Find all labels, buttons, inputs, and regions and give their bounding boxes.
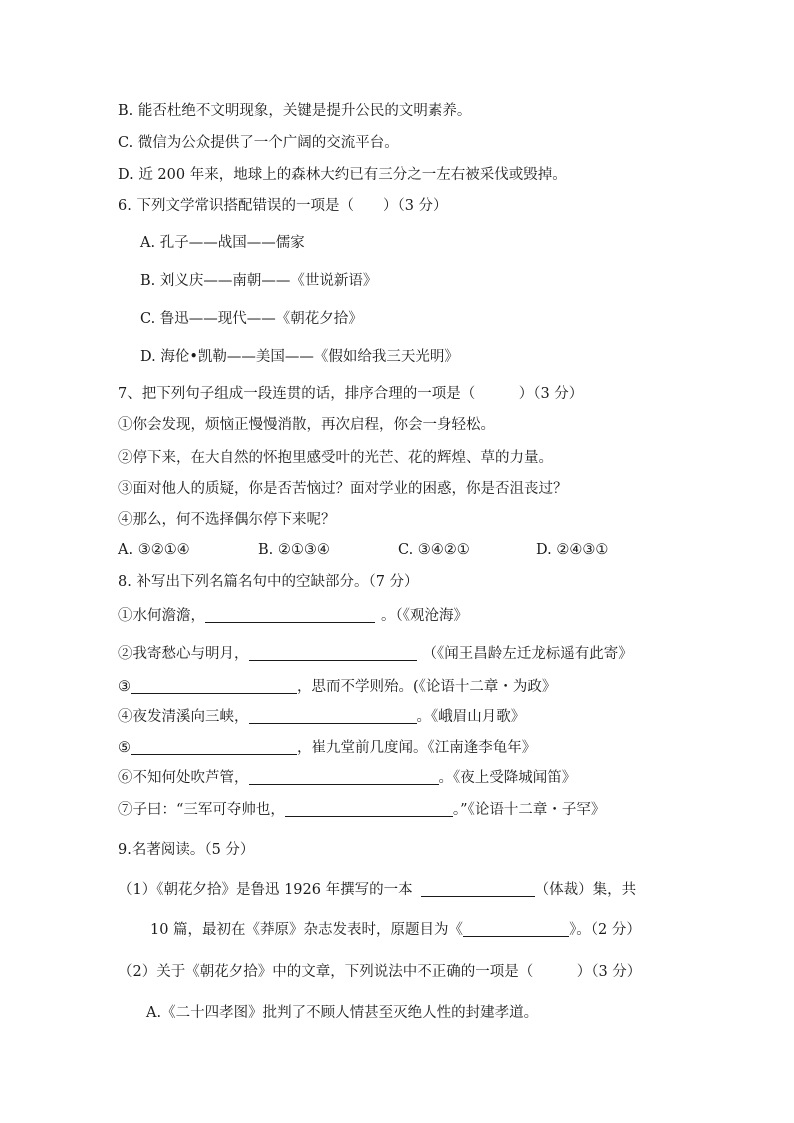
q8-line-3: ③ ，思而不学则殆。(《论语十二章・为政》 xyxy=(118,679,557,695)
q7-sentence-4: ④那么，何不选择偶尔停下来呢？ xyxy=(118,512,336,528)
q8-line-2: ②我寄愁心与明月， （《闻王昌龄左迁龙标遥有此寄》 xyxy=(118,646,633,662)
q9-part2-option-a: A.《二十四孝图》批判了不顾人情甚至灭绝人性的封建孝道。 xyxy=(146,1005,539,1021)
q7-sentence-1: ①你会发现，烦恼正慢慢消散，再次启程，你会一身轻松。 xyxy=(118,417,495,433)
q7-option-a: A. ③②①④ xyxy=(118,542,190,558)
q8-line-5: ⑤ ，崔九堂前几度闻。《江南逢李龟年》 xyxy=(118,740,537,756)
fill-blank[interactable] xyxy=(249,708,417,724)
fill-blank[interactable] xyxy=(131,739,297,755)
q6-stem: 6. 下列文学常识搭配错误的一项是（ ）（3 分） xyxy=(118,198,448,214)
q7-options xyxy=(118,540,678,560)
q9-stem: 9.名著阅读。（5 分） xyxy=(118,842,255,858)
q8-line-4: ④夜发清溪向三峡， 。《峨眉山月歌》 xyxy=(118,709,526,725)
fill-blank[interactable] xyxy=(205,607,375,623)
q8-line-7: ⑦子曰：“三军可夺帅也， 。”《论语十二章・子罕》 xyxy=(118,802,606,818)
q6-option-a: A. 孔子——战国——儒家 xyxy=(140,235,305,251)
fill-blank[interactable] xyxy=(131,678,297,694)
fill-blank[interactable] xyxy=(463,921,569,937)
q7-option-d: D. ②④③① xyxy=(536,542,609,558)
fill-blank[interactable] xyxy=(249,769,439,785)
q9-part2-stem: （2）关于《朝花夕拾》中的文章，下列说法中不正确的一项是（ ）（3 分） xyxy=(118,964,642,980)
q6-option-d: D. 海伦•凯勒——美国——《假如给我三天光明》 xyxy=(140,349,459,365)
q6-option-b: B. 刘义庆——南朝——《世说新语》 xyxy=(140,273,378,289)
fill-blank[interactable] xyxy=(285,801,453,817)
q5-option-d: D. 近 200 年来，地球上的森林大约已有三分之一左右被采伐或毁掉。 xyxy=(118,167,567,183)
q9-part1-line1: （1）《朝花夕拾》是鲁迅 1926 年撰写的一本 （体裁）集，共 xyxy=(118,882,637,898)
fill-blank[interactable] xyxy=(421,881,535,897)
q8-line-6: ⑥不知何处吹芦管， 。《夜上受降城闻笛》 xyxy=(118,770,577,786)
q7-option-c: C. ③④②① xyxy=(398,542,470,558)
q7-sentence-3: ③面对他人的质疑，你是否苦恼过？面对学业的困惑，你是否沮丧过？ xyxy=(118,481,568,497)
q7-stem: 7、把下列句子组成一段连贯的话，排序合理的一项是（ ）（3 分） xyxy=(118,386,584,402)
q6-option-c: C. 鲁迅——现代——《朝花夕拾》 xyxy=(140,311,363,327)
q8-stem: 8. 补写出下列名篇名句中的空缺部分。（7 分） xyxy=(118,574,419,590)
fill-blank[interactable] xyxy=(249,645,417,661)
q5-option-c: C. 微信为公众提供了一个广阔的交流平台。 xyxy=(118,135,399,151)
q7-option-b: B. ②①③④ xyxy=(258,542,330,558)
q8-line-1: ①水何澹澹， 。（《观沧海》 xyxy=(118,608,468,624)
q7-sentence-2: ②停下来，在大自然的怀抱里感受叶的光芒、花的辉煌、草的力量。 xyxy=(118,450,553,466)
q5-option-b: B. 能否杜绝不文明现象，关键是提升公民的文明素养。 xyxy=(118,103,472,119)
q9-part1-line2: 10 篇，最初在《莽原》杂志发表时，原题目为《 》。（2 分） xyxy=(150,922,641,938)
